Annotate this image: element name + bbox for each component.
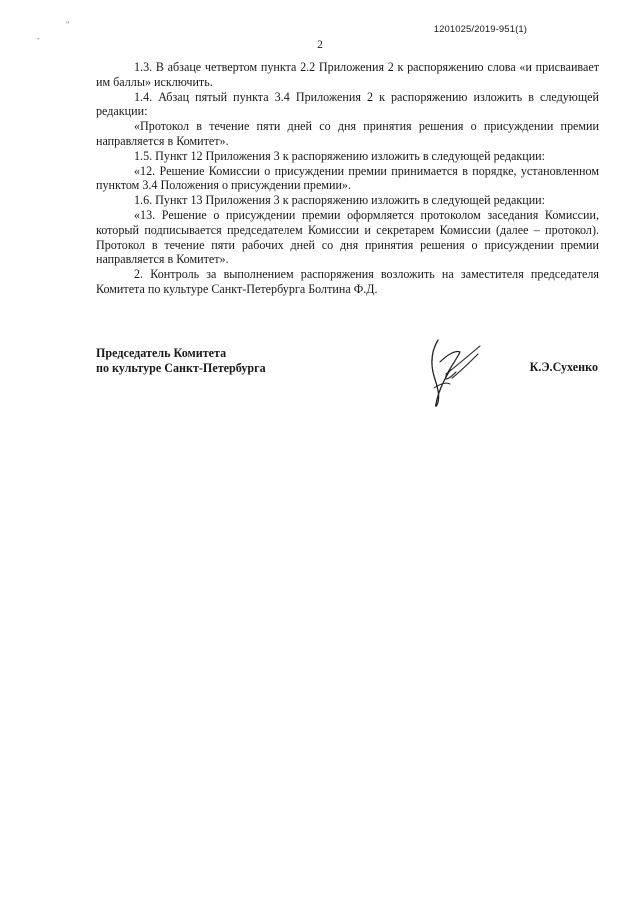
paragraph-1-3: 1.3. В абзаце четвертом пункта 2.2 Приложения 2 к распоряжению слова «и присваивает им баллы» исключить.: [96, 60, 599, 89]
signatory-title-line-2: по культуре Санкт-Петербурга: [96, 361, 266, 375]
paragraph-1-5-quote: «12. Решение Комиссии о присуждении премии принимается в порядке, установленном пунктом 3.4 Положения о присуждении премии».: [96, 163, 599, 193]
paragraph-1-4-quote: «Протокол в течение пяти дней со дня принятия решения о присуждении премии направляется в Комитет».: [96, 119, 599, 148]
signatory-name: К.Э.Сухенко: [529, 360, 598, 374]
document-number: 1201025/2019-951(1): [433, 24, 527, 35]
paragraph-1-6: 1.6. Пункт 13 Приложения 3 к распоряжению изложить в следующей редакции:: [134, 193, 545, 208]
scan-mark-top: ": [66, 20, 70, 29]
paragraph-1-4: 1.4. Абзац пятый пункта 3.4 Приложения 2 к распоряжению изложить в следующей редакции:: [96, 89, 599, 119]
signatory-title: [96, 346, 266, 376]
document-body: [96, 60, 599, 297]
scan-mark-left: -: [37, 34, 40, 43]
handwritten-signature: [410, 332, 500, 412]
page-number: 2: [317, 39, 323, 51]
signatory-title-line-1: Председатель Комитета: [96, 346, 227, 360]
paragraph-2: 2. Контроль за выполнением распоряжения возложить на заместителя председателя Комитета по культуре Санкт-Петербурга Болтина Ф.Д.: [96, 267, 599, 296]
paragraph-1-6-quote: «13. Решение о присуждении премии оформляется протоколом заседания Комиссии, который подписывается председателем Комиссии и секретарем Комиссии (далее – протокол). Протокол в течение пяти рабочих дней со дня принятия решения о присуждении премии направляется в Комитет».: [96, 207, 599, 267]
paragraph-1-5: 1.5. Пункт 12 Приложения 3 к распоряжению изложить в следующей редакции:: [134, 148, 545, 163]
